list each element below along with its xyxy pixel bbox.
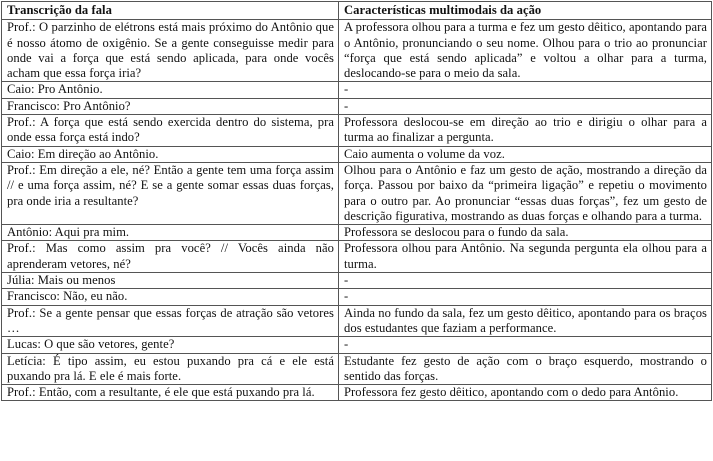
transcript-table: [1, 1, 712, 401]
speech-cell: Caio: Pro Antônio.: [2, 82, 339, 98]
table-row: [2, 353, 712, 385]
table-row: [2, 162, 712, 224]
action-cell: -: [339, 289, 712, 305]
table-row: [2, 273, 712, 289]
table-row: [2, 385, 712, 401]
table-row: [2, 146, 712, 162]
header-speech: Transcrição da fala: [2, 2, 339, 20]
speech-cell: Júlia: Mais ou menos: [2, 273, 339, 289]
table-row: [2, 337, 712, 353]
table-row: [2, 305, 712, 337]
table-row: [2, 225, 712, 241]
action-cell: Professora se deslocou para o fundo da sala.: [339, 225, 712, 241]
table-row: [2, 98, 712, 114]
speech-cell: Prof.: A força que está sendo exercida dentro do sistema, pra onde essa força está indo?: [2, 115, 339, 147]
table-row: [2, 241, 712, 273]
action-cell: Ainda no fundo da sala, fez um gesto dêitico, apontando para os braços dos estudantes que faziam a performance.: [339, 305, 712, 337]
speech-cell: Prof.: Então, com a resultante, é ele que está puxando pra lá.: [2, 385, 339, 401]
header-row: [2, 2, 712, 20]
action-cell: A professora olhou para a turma e fez um gesto dêitico, apontando para o Antônio, pronunciando o seu nome. Olhou para o trio ao pronunciar “força que está sendo aplicada” e voltou a olhar para a turma, deslocando-se para o meio da sala.: [339, 20, 712, 82]
speech-cell: Francisco: Não, eu não.: [2, 289, 339, 305]
action-cell: -: [339, 337, 712, 353]
action-cell: Professora deslocou-se em direção ao trio e dirigiu o olhar para a turma ao finalizar a pergunta.: [339, 115, 712, 147]
speech-cell: Prof.: Mas como assim pra você? // Vocês ainda não aprenderam vetores, né?: [2, 241, 339, 273]
table-row: [2, 115, 712, 147]
action-cell: Professora olhou para Antônio. Na segunda pergunta ela olhou para a turma.: [339, 241, 712, 273]
action-cell: -: [339, 82, 712, 98]
speech-cell: Prof.: O parzinho de elétrons está mais próximo do Antônio que é nosso átomo de oxigênio. Se a gente conseguisse medir para onde vai a força que está sendo aplicada, para onde vocês acham que essa força iria?: [2, 20, 339, 82]
action-cell: Professora fez gesto dêitico, apontando com o dedo para Antônio.: [339, 385, 712, 401]
speech-cell: Antônio: Aqui pra mim.: [2, 225, 339, 241]
action-cell: -: [339, 273, 712, 289]
action-cell: Estudante fez gesto de ação com o braço esquerdo, mostrando o sentido das forças.: [339, 353, 712, 385]
speech-cell: Prof.: Em direção a ele, né? Então a gente tem uma força assim // e uma força assim, né? E se a gente somar essas duas forças, pra onde iria a resultante?: [2, 162, 339, 224]
action-cell: -: [339, 98, 712, 114]
speech-cell: Letícia: É tipo assim, eu estou puxando pra cá e ele está puxando pra lá. E ele é mais forte.: [2, 353, 339, 385]
table-row: [2, 20, 712, 82]
speech-cell: Prof.: Se a gente pensar que essas forças de atração são vetores …: [2, 305, 339, 337]
speech-cell: Caio: Em direção ao Antônio.: [2, 146, 339, 162]
action-cell: Caio aumenta o volume da voz.: [339, 146, 712, 162]
table-row: [2, 82, 712, 98]
speech-cell: Francisco: Pro Antônio?: [2, 98, 339, 114]
header-action: Características multimodais da ação: [339, 2, 712, 20]
action-cell: Olhou para o Antônio e faz um gesto de ação, mostrando a direção da força. Passou por baixo da “primeira ligação” e repetiu o movimento para o outro par. Ao pronunciar “essas duas forças”, fez um gesto de descrição figurativa, mostrando as duas forças e olhando para a turma.: [339, 162, 712, 224]
table-row: [2, 289, 712, 305]
speech-cell: Lucas: O que são vetores, gente?: [2, 337, 339, 353]
